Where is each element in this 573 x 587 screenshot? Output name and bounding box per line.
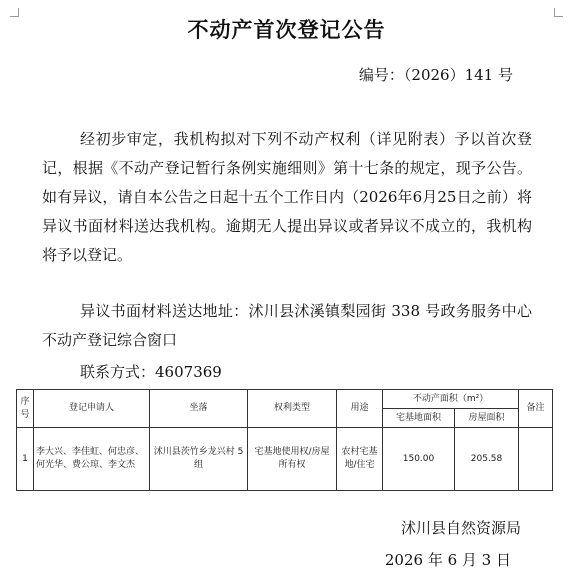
notice-title: 不动产首次登记公告 (187, 18, 386, 42)
document-number (359, 64, 513, 85)
cell-right-type: 宅基地使用权/房屋所有权 (248, 428, 337, 491)
contact-line (80, 358, 222, 387)
cell-applicant: 李大兴、李佳虹、何忠彦、何光华、费公琼、李文杰 (34, 428, 150, 491)
cell-usage: 农村宅基地/住宅 (337, 428, 383, 491)
header-area-group: 不动产面积（m²） (383, 390, 519, 409)
table-header-row (17, 390, 553, 409)
header-house-area: 房屋面积 (455, 409, 519, 428)
contact-value: 4607369 (155, 363, 222, 381)
document-number-value: （2026）141 号 (403, 66, 513, 84)
objection-address-paragraph: 异议书面材料送达地址：沭川县沭溪镇梨园街 338 号政务服务中心不动产登记综合窗口 (42, 302, 532, 349)
issuing-organization: 沭川县自然资源局 (400, 519, 521, 537)
contact-label: 联系方式： (80, 363, 156, 381)
cell-seq: 1 (17, 428, 34, 491)
header-land-area: 宅基地面积 (383, 409, 455, 428)
header-usage: 用途 (337, 390, 383, 428)
notice-paragraph-main: 经初步审定，我机构拟对下列不动产权利（详见附表）予以首次登记，根据《不动产登记暂行条例实施细则》第十七条的规定，现予公告。如有异议，请自本公告之日起十五个工作日内（2026年6月25日之前）将异议书面材料送达我机构。逾期无人提出异议或者异议不成立的，我机构将予以登记。 (42, 130, 532, 264)
header-applicant: 登记申请人 (34, 390, 150, 428)
cell-location: 沭川县茨竹乡龙兴村 5 组 (150, 428, 248, 491)
document-number-label: 编号： (358, 66, 404, 84)
table-row (17, 428, 553, 491)
issue-date: 2026 年 6 月 3 日 (384, 551, 511, 569)
header-location: 坐落 (150, 390, 248, 428)
cell-land-area: 150.00 (383, 428, 455, 491)
cell-remark (519, 428, 553, 491)
header-right-type: 权利类型 (248, 390, 337, 428)
header-seq: 序号 (17, 390, 34, 428)
cell-house-area: 205.58 (455, 428, 519, 491)
registration-table (16, 389, 553, 491)
header-remark: 备注 (519, 390, 553, 428)
